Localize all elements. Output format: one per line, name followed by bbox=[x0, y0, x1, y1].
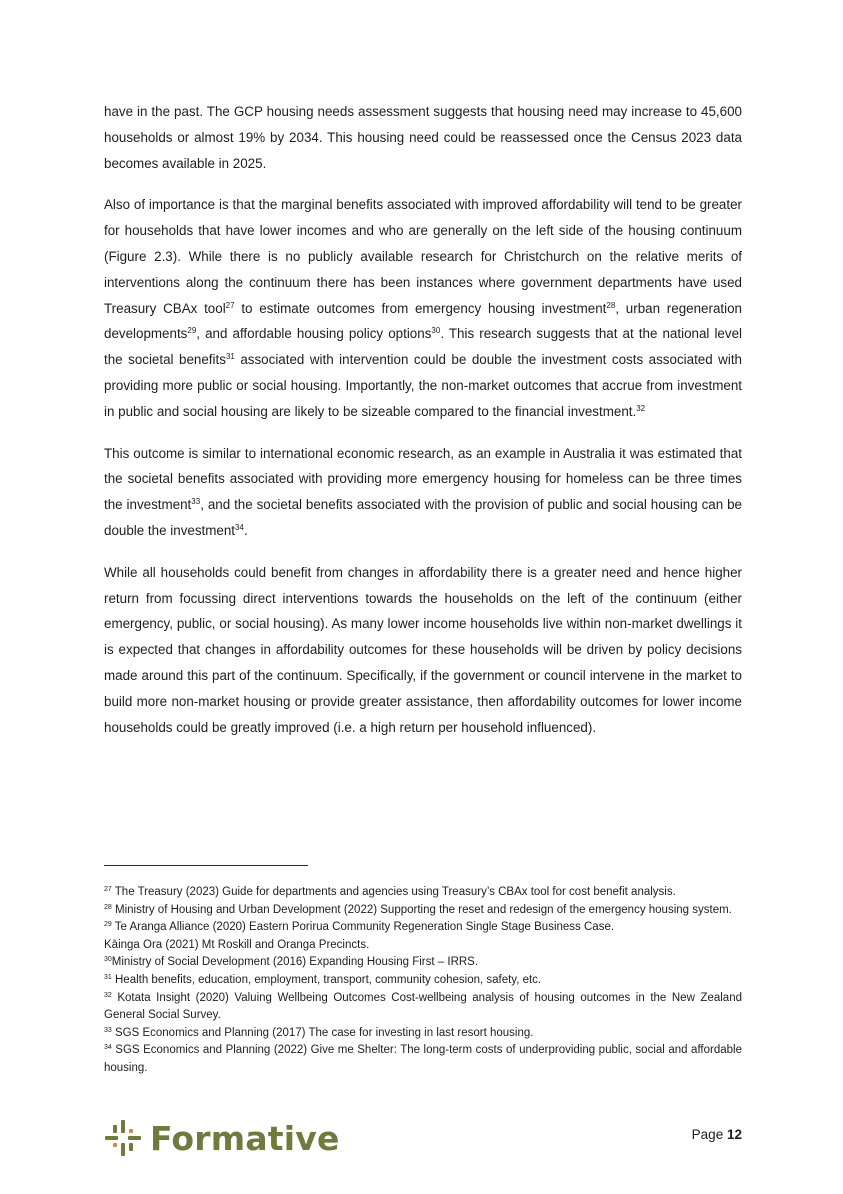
footnotes bbox=[104, 884, 742, 1078]
p2-text-c: , urban regeneration developments bbox=[104, 300, 742, 342]
paragraph-3 bbox=[104, 441, 742, 544]
page-number bbox=[692, 1127, 742, 1142]
footnote bbox=[104, 919, 742, 937]
footnote-text: SGS Economics and Planning (2022) Give me Shelter: The long-term costs of underproviding public, social and affordable housing. bbox=[104, 1044, 742, 1074]
footnote-number: 34 bbox=[104, 1044, 112, 1052]
footnote-ref-34[interactable]: 34 bbox=[235, 522, 244, 532]
footnote bbox=[104, 990, 742, 1025]
footnote-text: Kāinga Ora (2021) Mt Roskill and Oranga Precincts. bbox=[104, 938, 370, 951]
footnote bbox=[104, 972, 742, 990]
p3-text-b: , and the societal benefits associated with the provision of public and social housing can be double the investment bbox=[104, 497, 742, 538]
footnote-number: 30 bbox=[104, 956, 112, 964]
footnote-text: Health benefits, education, employment, transport, community cohesion, safety, etc. bbox=[111, 973, 542, 986]
p3-text-a: This outcome is similar to international economic research, as an example in Australia it was estimated that the societal benefits associated with providing more emergency housing for homeless can be three times the investment bbox=[104, 445, 742, 513]
p2-text-e: . This research suggests that at the national level the societal benefits bbox=[104, 326, 743, 368]
footnote-number: 31 bbox=[104, 973, 112, 981]
footnote bbox=[104, 884, 742, 902]
formative-logo-icon bbox=[104, 1119, 142, 1157]
footnote bbox=[104, 1025, 742, 1043]
footnote-text: SGS Economics and Planning (2017) The case for investing in last resort housing. bbox=[111, 1026, 534, 1039]
formative-logo bbox=[104, 1118, 340, 1158]
paragraph-1: have in the past. The GCP housing needs assessment suggests that housing need may increase to 45,600 households or almost 19% by 2034. This housing need could be reassessed once the Census 2023 data becomes available in 2025. bbox=[104, 104, 742, 171]
p2-text-f: associated with intervention could be double the investment costs associated with providing more public or social housing. Importantly, the non-market outcomes that accrue from investment in public and social housing are likely to be sizeable compared to the financial investment. bbox=[104, 352, 742, 419]
footnote-ref-33[interactable]: 33 bbox=[191, 497, 201, 507]
paragraph-4: While all households could benefit from changes in affordability there is a greater need and hence higher return from focussing direct interventions towards the households on the left of the continuum (either emergency, public, or social housing). As many lower income households live within non-market dwellings it is expected that changes in affordability outcomes for these households will be driven by policy decisions made around this part of the continuum. Specifically, if the government or council intervene in the market to build more non-market housing or provide greater assistance, then affordability outcomes for lower income households could be greatly improved (i.e. a high return per household influenced). bbox=[104, 564, 742, 735]
footnote bbox=[104, 937, 742, 955]
page-label: Page bbox=[691, 1127, 724, 1142]
p2-text-d: , and affordable housing policy options bbox=[196, 326, 432, 342]
page-number-value: 12 bbox=[726, 1127, 742, 1142]
footnote-ref-30[interactable]: 30 bbox=[431, 326, 441, 336]
body-text bbox=[104, 99, 742, 756]
footnote-text: Te Aranga Alliance (2020) Eastern Porirua Community Regeneration Single Stage Business Case. bbox=[111, 921, 615, 934]
footnote-text: The Treasury (2023) Guide for departments and agencies using Treasury’s CBAx tool for cost benefit analysis. bbox=[111, 886, 676, 898]
footnote-number: 29 bbox=[104, 921, 112, 929]
footnote-text: Kotata Insight (2020) Valuing Wellbeing Outcomes Cost-wellbeing analysis of housing outcomes in the New Zealand General Social Survey. bbox=[104, 991, 742, 1022]
footnote-ref-31[interactable]: 31 bbox=[225, 352, 235, 362]
footnote bbox=[104, 954, 742, 972]
footnote-number: 27 bbox=[104, 886, 112, 893]
p2-text-a: Also of importance is that the marginal benefits associated with improved affordability will tend to be greater for households that have lower incomes and who are generally on the left side of the housing continuum (Figure 2.3). While there is no publicly available research for Christchurch on the relative merits of interventions along the continuum there has been instances where government departments have used Treasury CBAx tool bbox=[104, 197, 742, 316]
footnote-number: 28 bbox=[104, 903, 112, 911]
footnote-ref-29[interactable]: 29 bbox=[187, 326, 197, 336]
footnote-ref-27[interactable]: 27 bbox=[225, 300, 235, 310]
footnote-number: 32 bbox=[104, 991, 112, 999]
footnote-ref-32[interactable]: 32 bbox=[636, 403, 646, 413]
p3-text-c: . bbox=[243, 522, 248, 538]
footnote-text: Ministry of Housing and Urban Development (2022) Supporting the reset and redesign of the emergency housing system. bbox=[111, 903, 732, 916]
p2-text-b: to estimate outcomes from emergency housing investment bbox=[234, 300, 607, 316]
footnote-text: Ministry of Social Development (2016) Expanding Housing First – IRRS. bbox=[111, 956, 479, 969]
footnote-divider bbox=[104, 865, 308, 866]
footnote bbox=[104, 1042, 742, 1077]
logo-wordmark: Formative bbox=[150, 1118, 340, 1158]
footnote-number: 33 bbox=[104, 1026, 112, 1034]
paragraph-2 bbox=[104, 192, 742, 424]
footnote-ref-28[interactable]: 28 bbox=[606, 300, 616, 310]
footnote bbox=[104, 902, 742, 920]
